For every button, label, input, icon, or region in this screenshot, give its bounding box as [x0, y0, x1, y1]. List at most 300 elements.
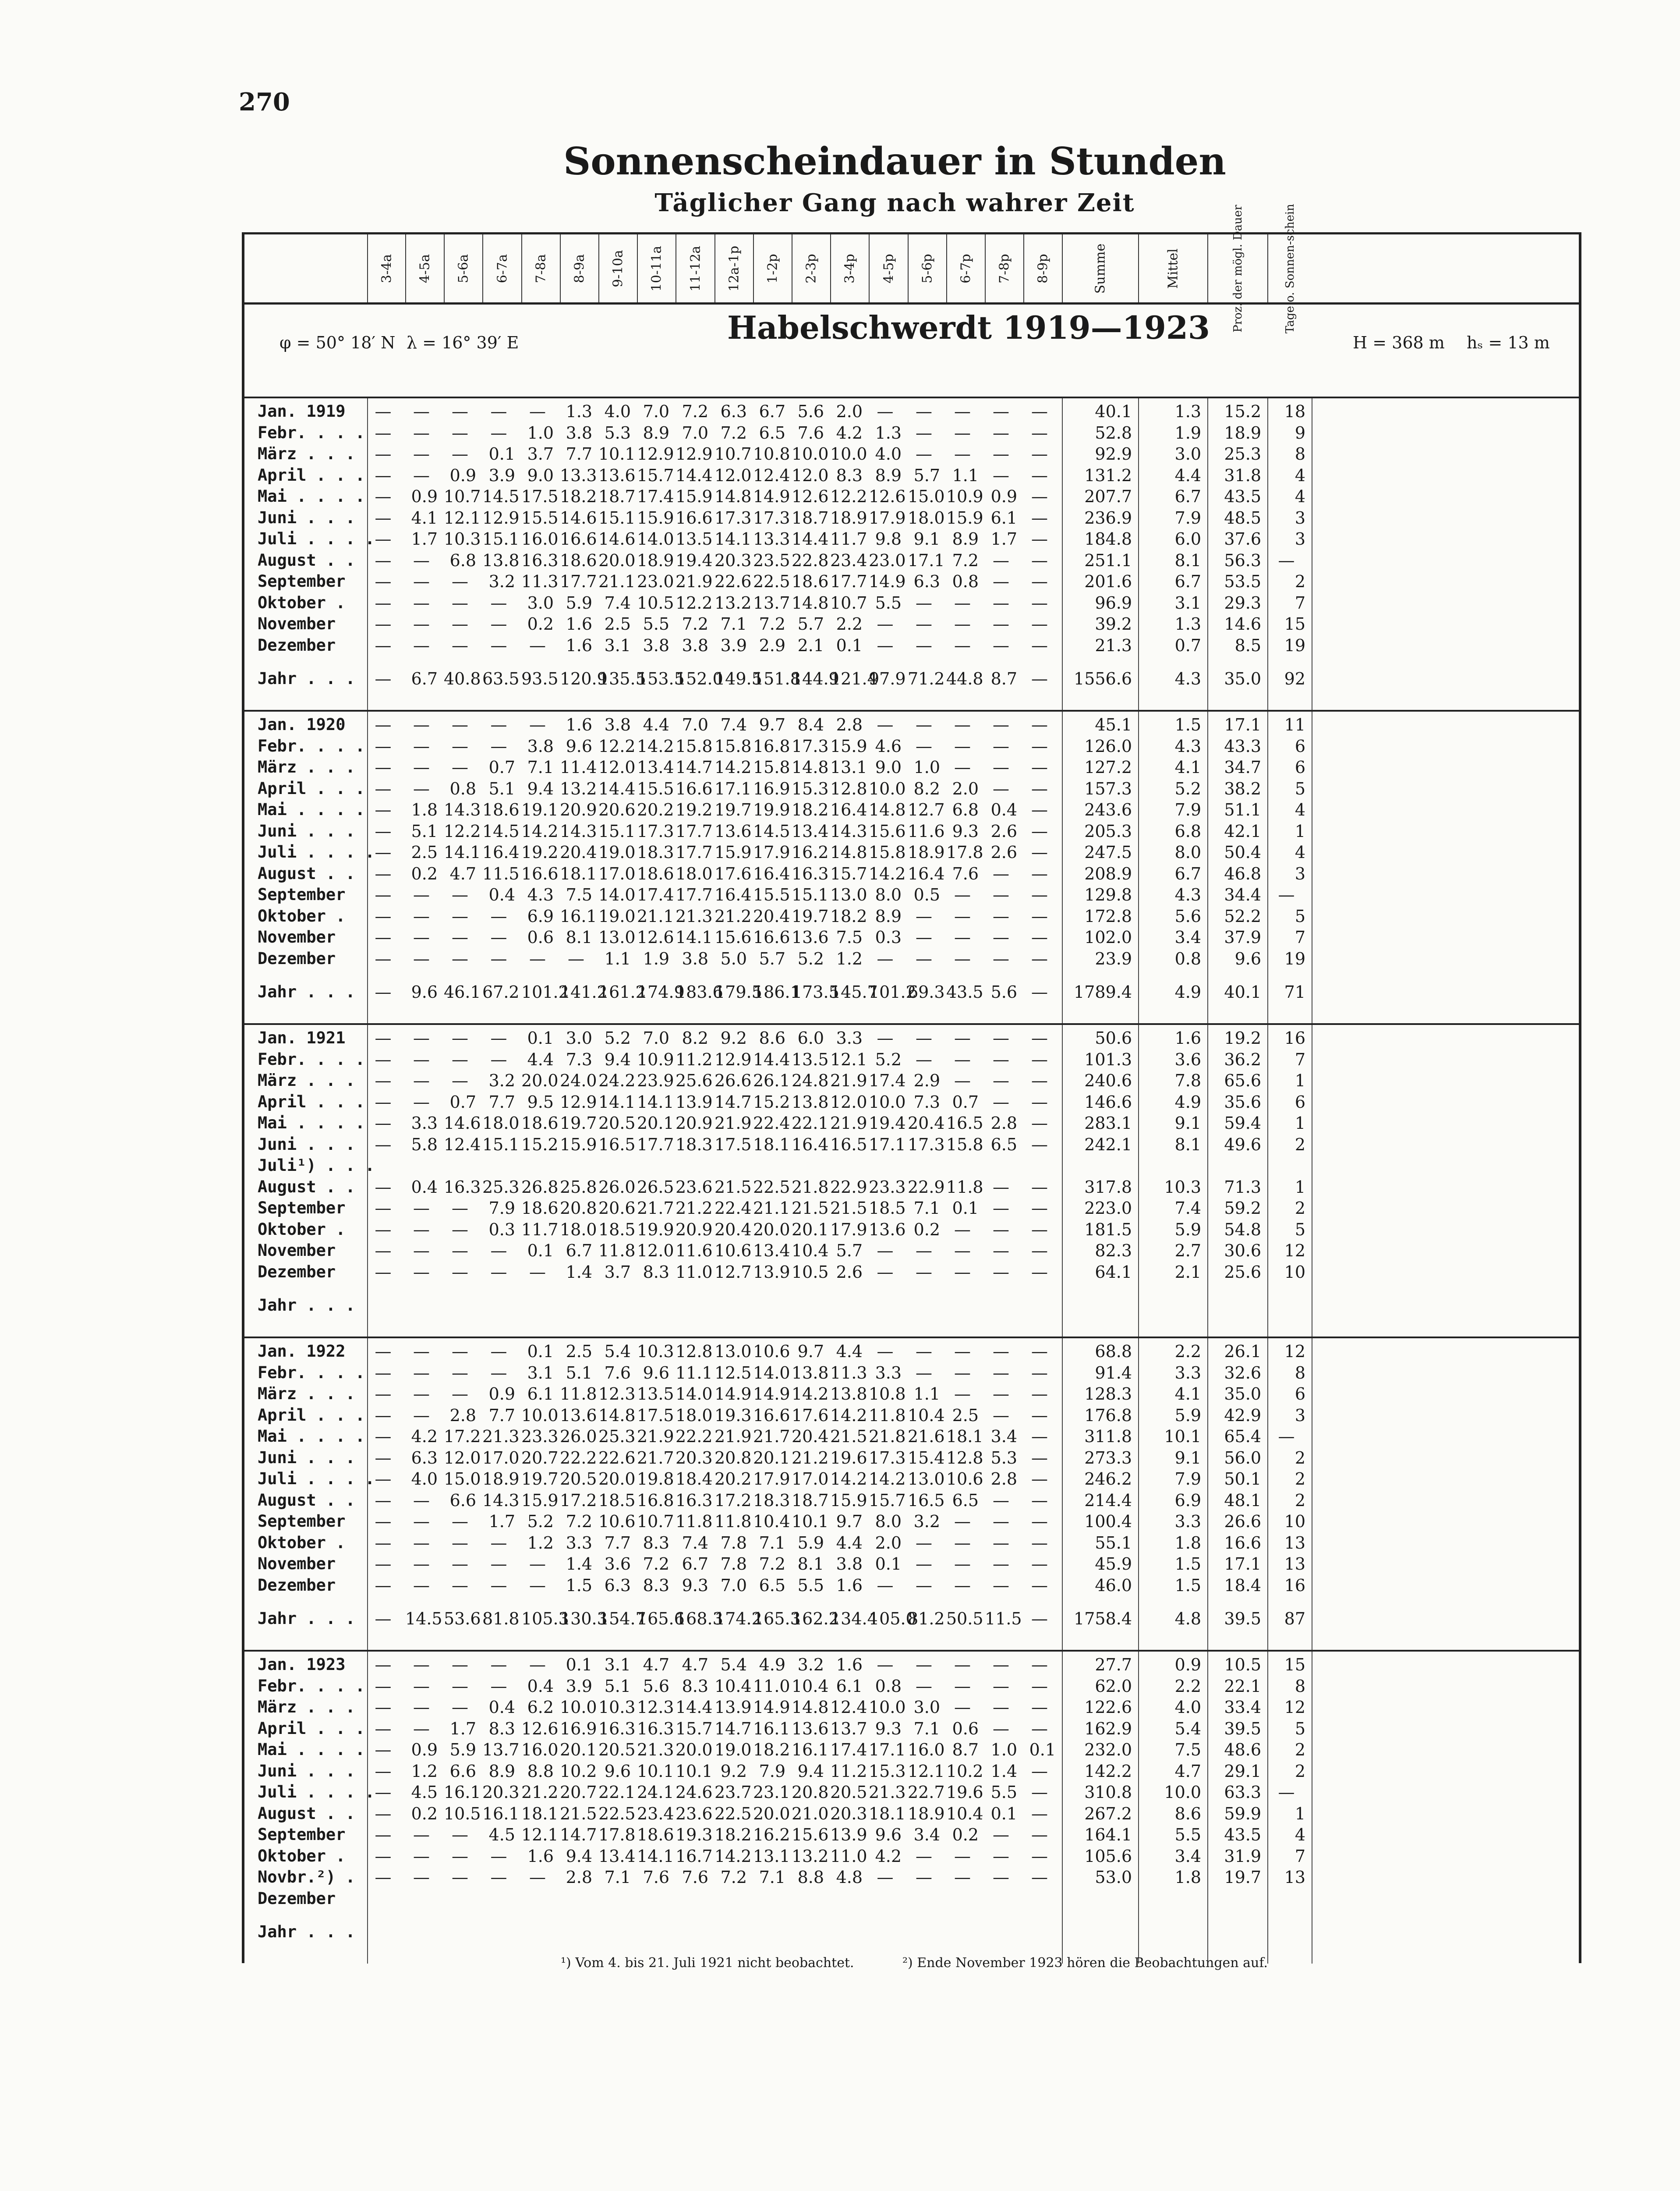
table-cell: 7.6 [682, 1868, 708, 1887]
table-cell: 179.5 [714, 982, 762, 1002]
table-cell: 20.8 [792, 1783, 829, 1802]
row-label: März . . . [258, 444, 355, 463]
table-cell: — [375, 1609, 392, 1628]
table-cell: — [954, 1241, 971, 1260]
table-cell: 3 [1294, 508, 1305, 528]
table-cell: 16.6 [521, 864, 559, 883]
table-cell: — [1031, 550, 1048, 570]
table-cell: 20.4 [908, 1113, 945, 1133]
table-cell: 17.0 [792, 1469, 829, 1489]
table-cell: 12.0 [792, 465, 829, 485]
table-cell: 10.5 [792, 1262, 829, 1282]
table-cell: — [916, 1655, 932, 1674]
table-cell: 13.0 [714, 1342, 752, 1361]
table-cell: 19.0 [598, 843, 636, 862]
table-row [244, 614, 1579, 635]
table-cell: 3.8 [836, 1554, 863, 1574]
table-cell: 21.3 [1095, 635, 1132, 655]
table-cell: 0.8 [875, 1676, 902, 1696]
table-cell: 3.8 [527, 736, 554, 756]
table-cell: 283.1 [1084, 1113, 1132, 1133]
table-cell: — [877, 1655, 894, 1674]
table-cell: 92.9 [1095, 444, 1132, 464]
table-cell: 11.8 [598, 1241, 636, 1260]
table-cell: — [413, 1575, 430, 1595]
table-row [244, 1469, 1579, 1490]
table-cell: 15.9 [637, 508, 674, 528]
table-cell: 8.1 [566, 928, 592, 947]
table-cell: 7.6 [643, 1868, 669, 1887]
table-cell: — [993, 444, 1009, 464]
table-cell: 17.0 [482, 1448, 520, 1468]
table-cell: 7.1 [604, 1868, 631, 1887]
table-cell: 141.2 [560, 982, 608, 1002]
table-cell: 7.0 [682, 715, 708, 734]
table-cell: 6.1 [527, 1384, 554, 1404]
row-label: März . . . [258, 758, 355, 776]
table-cell: — [954, 1554, 971, 1574]
table-cell: 6.7 [1174, 572, 1201, 591]
table-cell: 4.0 [411, 1469, 438, 1489]
table-cell: 15.8 [869, 843, 906, 862]
table-cell: 14.6 [444, 1113, 481, 1133]
table-cell: 121.4 [830, 669, 878, 688]
table-cell: 105.0 [869, 1609, 916, 1628]
table-cell: 25.3 [1224, 444, 1261, 464]
table-cell: 17.5 [521, 487, 559, 506]
table-cell: — [954, 1384, 971, 1404]
table-cell: 6 [1294, 1092, 1305, 1112]
table-cell: 15.0 [444, 1469, 481, 1489]
table-cell: — [916, 1028, 932, 1048]
table-cell: — [413, 715, 430, 734]
table-cell: 8.8 [797, 1868, 824, 1887]
table-cell: 20.9 [676, 1220, 713, 1239]
table-cell: 5.2 [797, 949, 824, 968]
table-cell: 5.8 [411, 1134, 438, 1154]
table-cell: 21.3 [482, 1427, 520, 1446]
table-cell: 18.6 [560, 550, 597, 570]
table-cell: 6.8 [952, 800, 979, 819]
table-cell: 12.6 [637, 928, 674, 947]
table-cell: 0.1 [527, 1241, 554, 1260]
table-cell: — [490, 1533, 507, 1553]
table-cell: 10.4 [792, 1676, 829, 1696]
table-cell: — [413, 1028, 430, 1048]
table-cell: 7.3 [913, 1092, 940, 1112]
table-cell: 1.7 [488, 1512, 515, 1531]
table-cell: 17.5 [714, 1134, 752, 1154]
table-cell: 12.9 [714, 1049, 752, 1069]
table-cell: 1 [1294, 1113, 1305, 1133]
table-cell: — [375, 715, 392, 734]
table-cell: — [954, 758, 971, 777]
table-cell: 22.5 [753, 1177, 790, 1197]
column-header-label: 4-5a [417, 254, 433, 283]
table-cell: 12.2 [598, 736, 636, 756]
table-cell: 12 [1284, 1342, 1305, 1361]
table-cell: 12.6 [792, 487, 829, 506]
row-label: Juni . . . [258, 1134, 355, 1154]
table-cell: — [375, 1825, 392, 1844]
table-cell: — [413, 614, 430, 634]
table-row [244, 487, 1579, 508]
row-label: Febr. . . . [258, 1363, 365, 1382]
table-cell: 15.9 [830, 1490, 867, 1510]
table-cell: 134.4 [830, 1609, 878, 1628]
table-cell: 19.2 [521, 843, 559, 862]
table-cell: — [916, 423, 932, 443]
table-cell: — [375, 1177, 392, 1197]
table-cell: — [375, 736, 392, 756]
table-cell: 15.2 [521, 1134, 559, 1154]
table-cell: — [993, 465, 1009, 485]
table-cell: 17.7 [637, 1134, 674, 1154]
table-cell: 4 [1294, 1825, 1305, 1844]
table-cell: 0.7 [952, 1092, 979, 1112]
table-cell: 43.5 [1224, 1825, 1261, 1844]
table-cell: 16.4 [753, 864, 790, 883]
year-block-1923 [244, 1650, 1579, 1964]
table-cell: — [452, 1071, 468, 1090]
table-cell: 13.8 [830, 1384, 867, 1404]
table-cell: 0.1 [875, 1554, 902, 1574]
table-cell: 0.4 [411, 1177, 438, 1197]
table-cell: 16.1 [792, 1740, 829, 1759]
table-cell: 20.0 [598, 550, 636, 570]
table-cell: 9.4 [604, 1049, 631, 1069]
row-label: Juni . . . [258, 821, 355, 840]
table-cell: 16 [1284, 1028, 1305, 1048]
table-cell: 13.9 [714, 1698, 752, 1717]
table-cell: — [916, 1262, 932, 1282]
table-cell: — [452, 736, 468, 756]
table-cell: 17.3 [869, 1448, 906, 1468]
table-cell: 15.9 [521, 1490, 559, 1510]
table-cell: — [1031, 928, 1048, 947]
table-cell: 53.0 [1095, 1868, 1132, 1887]
table-cell: 5.7 [836, 1241, 863, 1260]
table-cell: 6.6 [449, 1490, 476, 1510]
table-cell: 13.3 [753, 529, 790, 549]
table-cell: — [1031, 1676, 1048, 1696]
table-cell: — [375, 843, 392, 862]
table-cell: — [1031, 1405, 1048, 1425]
table-cell: 130.3 [560, 1609, 608, 1628]
table-cell: — [413, 465, 430, 485]
table-cell: — [375, 508, 392, 528]
table-cell: 10.3 [637, 1342, 674, 1361]
table-cell: 21.1 [598, 572, 636, 591]
table-cell: 20.0 [753, 1220, 790, 1239]
column-header-label: 7-8p [997, 253, 1012, 284]
table-cell: 13.1 [830, 758, 867, 777]
table-cell: 3.9 [566, 1676, 592, 1696]
row-label: August . . [258, 550, 355, 570]
table-cell: 4.1 [1174, 758, 1201, 777]
table-cell: 4.9 [1174, 982, 1201, 1002]
table-cell: 3.9 [488, 465, 515, 485]
table-cell: — [452, 1342, 468, 1361]
table-row [244, 1241, 1579, 1262]
table-cell: 251.1 [1084, 550, 1132, 570]
table-cell: 1.1 [604, 949, 631, 968]
table-cell: — [375, 1533, 392, 1553]
table-cell: 157.3 [1084, 779, 1132, 798]
table-cell: 56.0 [1224, 1448, 1261, 1468]
table-cell: 24.0 [560, 1071, 597, 1090]
table-cell: — [375, 1384, 392, 1404]
table-cell: 25.6 [1224, 1262, 1261, 1282]
table-cell: — [1031, 508, 1048, 528]
table-cell: — [877, 402, 894, 421]
table-cell: 39.5 [1224, 1719, 1261, 1738]
table-cell: 11 [1284, 715, 1305, 734]
row-label: März . . . [258, 1384, 355, 1403]
table-cell: 12.5 [714, 1363, 752, 1383]
table-cell: 15.4 [908, 1448, 945, 1468]
table-cell: — [413, 779, 430, 798]
table-cell: 19.0 [714, 1740, 752, 1759]
table-cell: 18.6 [521, 1113, 559, 1133]
table-cell: 21.1 [753, 1198, 790, 1218]
table-cell: — [490, 1655, 507, 1674]
table-cell: — [413, 1220, 430, 1239]
table-cell: 3.8 [682, 635, 708, 655]
table-cell: — [413, 1363, 430, 1383]
table-cell: 0.1 [990, 1804, 1017, 1823]
row-label: April . . . [258, 465, 365, 485]
table-cell: — [993, 1533, 1009, 1553]
table-cell: 16.6 [1224, 1533, 1261, 1553]
year-block-1922 [244, 1337, 1579, 1650]
table-cell: 50.4 [1224, 843, 1261, 862]
table-cell: 6.9 [527, 906, 554, 926]
table-cell: 5.9 [1174, 1220, 1201, 1239]
column-header-label: 5-6p [920, 253, 935, 284]
table-cell: 19.4 [676, 550, 713, 570]
table-cell: 183.6 [676, 982, 723, 1002]
table-cell: 14.3 [444, 800, 481, 819]
table-cell: 32.6 [1224, 1363, 1261, 1383]
table-cell: 46.0 [1095, 1575, 1132, 1595]
table-cell: — [375, 1719, 392, 1738]
row-label: Jan. 1919 [258, 402, 346, 421]
table-cell: 0.2 [527, 614, 554, 634]
table-cell: 1.7 [411, 529, 438, 549]
table-cell: 17.1 [869, 1740, 906, 1759]
table-cell: 40.1 [1095, 402, 1132, 421]
column-header-label: 3-4p [842, 253, 858, 284]
table-cell: — [413, 758, 430, 777]
table-cell: 165.3 [753, 1609, 801, 1628]
table-cell: 21.3 [676, 906, 713, 926]
table-cell: 1789.4 [1074, 982, 1132, 1002]
table-cell: — [413, 1533, 430, 1553]
sensor-height: hₛ = 13 m [1467, 333, 1550, 352]
table-cell: — [375, 1262, 392, 1282]
table-cell: 7.1 [913, 1719, 940, 1738]
table-cell: 12.2 [830, 487, 867, 506]
table-cell: 18.4 [1224, 1575, 1261, 1595]
table-cell: 5.5 [875, 593, 902, 613]
table-cell: 10.9 [946, 487, 983, 506]
table-cell: 3.8 [682, 949, 708, 968]
table-cell: 1.8 [411, 800, 438, 819]
table-cell: — [993, 1363, 1009, 1383]
table-cell: 164.1 [1084, 1825, 1132, 1844]
table-cell: — [1031, 1448, 1048, 1468]
table-cell: — [993, 1405, 1009, 1425]
table-cell: 13.5 [637, 1384, 674, 1404]
table-cell: — [1031, 843, 1048, 862]
table-cell: 11.2 [676, 1049, 713, 1069]
table-cell: 22.6 [714, 572, 752, 591]
table-cell: 4 [1294, 800, 1305, 819]
row-label: Juli . . . . [258, 843, 375, 862]
table-cell: 9.6 [875, 1825, 902, 1844]
table-cell: — [375, 1512, 392, 1531]
table-cell: 67.2 [482, 982, 520, 1002]
table-cell: 35.0 [1224, 1384, 1261, 1404]
table-cell: 10.3 [1164, 1177, 1201, 1197]
table-cell: 14.6 [560, 508, 597, 528]
table-cell: 151.8 [753, 669, 801, 688]
table-cell: 0.6 [527, 928, 554, 947]
table-cell: 31.9 [1224, 1846, 1261, 1866]
table-cell: — [413, 1554, 430, 1574]
table-cell: 13.6 [598, 465, 636, 485]
table-cell: — [954, 1846, 971, 1866]
table-cell: — [993, 423, 1009, 443]
table-cell: 5.6 [797, 402, 824, 421]
table-cell: — [413, 1655, 430, 1674]
table-cell: — [1031, 1490, 1048, 1510]
table-cell: 1.7 [449, 1719, 476, 1738]
table-cell: — [954, 1049, 971, 1069]
table-cell: 10.5 [637, 593, 674, 613]
table-cell: 12.9 [482, 508, 520, 528]
table-cell: — [993, 550, 1009, 570]
table-cell: — [1031, 1049, 1048, 1069]
table-cell: 5.6 [1174, 906, 1201, 926]
table-cell: 5.1 [604, 1676, 631, 1696]
table-cell: 17.7 [676, 821, 713, 841]
table-cell: 0.1 [527, 1028, 554, 1048]
table-cell: 7.4 [682, 1533, 708, 1553]
table-cell: 131.2 [1084, 465, 1132, 485]
table-cell: 21.9 [830, 1071, 867, 1090]
table-row [244, 423, 1579, 444]
table-cell: — [1031, 1028, 1048, 1048]
table-cell: 2.9 [759, 635, 785, 655]
table-cell: 56.3 [1224, 550, 1261, 570]
row-label: Febr. . . . [258, 1049, 365, 1069]
table-cell: — [954, 423, 971, 443]
table-cell: — [1031, 444, 1048, 464]
table-cell: — [452, 906, 468, 926]
table-cell: — [954, 402, 971, 421]
table-cell: — [375, 465, 392, 485]
table-cell: 12.3 [598, 1384, 636, 1404]
table-cell: 10.4 [714, 1676, 752, 1696]
table-cell: 2.8 [566, 1868, 592, 1887]
table-cell: — [954, 736, 971, 756]
table-cell: — [993, 593, 1009, 613]
table-cell: — [490, 1342, 507, 1361]
table-cell: 4.8 [836, 1868, 863, 1887]
table-cell: 14.2 [637, 736, 674, 756]
table-cell: — [916, 1868, 932, 1887]
row-label: Juni . . . [258, 508, 355, 527]
table-cell: 23.3 [521, 1427, 559, 1446]
table-cell: 21.5 [560, 1804, 597, 1823]
table-cell: 20.4 [714, 1220, 752, 1239]
table-cell: — [916, 736, 932, 756]
table-cell: — [375, 1655, 392, 1674]
table-cell: 39.5 [1224, 1609, 1261, 1628]
table-cell: 8.5 [1234, 635, 1261, 655]
table-cell: 14.8 [714, 487, 752, 506]
table-cell: 21.2 [714, 906, 752, 926]
table-cell: 14.0 [753, 1363, 790, 1383]
table-cell: — [375, 758, 392, 777]
table-cell: 12.2 [444, 821, 481, 841]
table-cell: — [916, 1676, 932, 1696]
table-cell: 8.7 [952, 1740, 979, 1759]
table-row [244, 1762, 1579, 1783]
table-cell: 5.5 [990, 1783, 1017, 1802]
table-cell: 8.0 [1174, 843, 1201, 862]
table-cell: 6.3 [913, 572, 940, 591]
table-cell: 14.0 [676, 1384, 713, 1404]
table-cell: 15.9 [830, 736, 867, 756]
table-cell: — [413, 928, 430, 947]
table-cell: 12.1 [830, 1049, 867, 1069]
table-cell: — [993, 1698, 1009, 1717]
table-cell: 105.3 [521, 1609, 569, 1628]
table-cell: — [490, 949, 507, 968]
table-cell: 20.3 [830, 1804, 867, 1823]
table-cell: 17.9 [753, 843, 790, 862]
table-cell: 6.3 [720, 402, 747, 421]
table-cell: 9.6 [604, 1761, 631, 1781]
table-cell: — [452, 1825, 468, 1844]
table-cell: 8.9 [875, 465, 902, 485]
table-cell: 16.3 [637, 1719, 674, 1738]
table-cell: — [375, 906, 392, 926]
table-cell: 9.3 [952, 821, 979, 841]
table-cell: 9.2 [720, 1028, 747, 1048]
table-cell: 23.9 [1095, 949, 1132, 968]
table-cell: — [490, 1363, 507, 1383]
table-cell: 4.4 [836, 1533, 863, 1553]
table-cell: — [529, 1575, 546, 1595]
table-cell: 12.8 [830, 779, 867, 798]
table-cell: — [413, 402, 430, 421]
table-cell: 13.2 [560, 779, 597, 798]
table-cell: 1.3 [875, 423, 902, 443]
table-cell: 0.4 [527, 1676, 554, 1696]
table-cell: 0.9 [1174, 1655, 1201, 1674]
table-cell: — [452, 928, 468, 947]
table-cell: 9.4 [797, 1761, 824, 1781]
row-label: Jan. 1921 [258, 1028, 346, 1047]
table-cell: — [490, 635, 507, 655]
table-cell: 5.6 [990, 982, 1017, 1002]
table-cell: 15 [1284, 1655, 1305, 1674]
table-cell: — [993, 928, 1009, 947]
